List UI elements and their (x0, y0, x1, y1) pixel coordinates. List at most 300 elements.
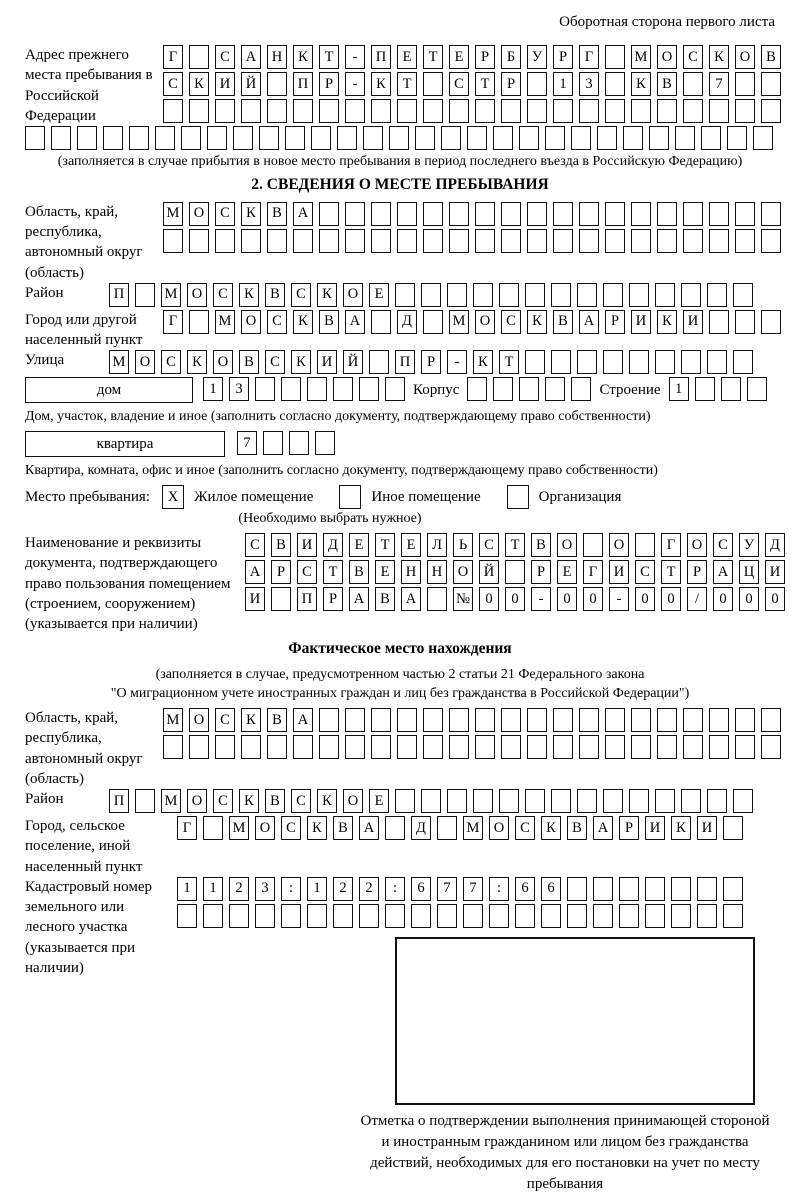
char-cell (527, 99, 547, 123)
char-cell (267, 735, 287, 759)
char-cell (129, 126, 149, 150)
char-cell: В (657, 72, 677, 96)
other-premises-checkbox (339, 485, 361, 509)
char-cell: М (449, 310, 469, 334)
char-cell (527, 72, 547, 96)
char-cell: С (215, 708, 235, 732)
char-cell: О (255, 816, 275, 840)
char-cell (701, 126, 721, 150)
char-cell: К (187, 350, 207, 374)
char-cell (723, 904, 743, 928)
apartment-box-label: квартира (25, 431, 225, 457)
char-cell: В (265, 283, 285, 307)
char-cell: Г (163, 45, 183, 69)
char-cell (567, 904, 587, 928)
char-cell: И (697, 816, 717, 840)
char-cell: О (187, 283, 207, 307)
char-cell (657, 229, 677, 253)
char-cell (473, 789, 493, 813)
char-cell: О (489, 816, 509, 840)
char-cell (619, 904, 639, 928)
char-cell (215, 99, 235, 123)
char-cell (735, 735, 755, 759)
char-cell: Й (479, 560, 499, 584)
actual-location-title: Фактическое место нахождения (288, 640, 512, 658)
char-cell (293, 735, 313, 759)
char-cell: 0 (739, 587, 759, 611)
char-cell (649, 126, 669, 150)
char-cell: И (297, 533, 317, 557)
char-cell: К (371, 72, 391, 96)
char-cell (545, 126, 565, 150)
char-cell (397, 99, 417, 123)
char-cell (707, 350, 727, 374)
char-cell (605, 99, 625, 123)
char-cell: О (343, 789, 363, 813)
char-cell: 0 (713, 587, 733, 611)
char-cell: П (371, 45, 391, 69)
char-cell (579, 735, 599, 759)
char-cell: И (245, 587, 265, 611)
char-cell (629, 789, 649, 813)
document-row-3 (245, 587, 785, 611)
char-cell (525, 350, 545, 374)
stay-option-other-premises (339, 485, 480, 509)
char-cell (441, 126, 461, 150)
char-cell (77, 126, 97, 150)
char-cell: М (229, 816, 249, 840)
char-cell: Е (401, 533, 421, 557)
char-cell (177, 904, 197, 928)
char-cell (629, 350, 649, 374)
char-cell: К (631, 72, 651, 96)
char-cell: У (739, 533, 759, 557)
char-cell (189, 310, 209, 334)
char-cell: О (343, 283, 363, 307)
char-cell (337, 126, 357, 150)
char-cell (475, 708, 495, 732)
char-cell (423, 735, 443, 759)
char-cell (397, 202, 417, 226)
char-cell: Г (661, 533, 681, 557)
char-cell: Р (271, 560, 291, 584)
district-label: Район (25, 284, 64, 301)
char-cell (709, 99, 729, 123)
apartment-caption: Квартира, комната, офис и иное (заполнить согласно документу, подтверждающему право собственности) (25, 463, 658, 479)
char-cell: Д (765, 533, 785, 557)
char-cell (319, 735, 339, 759)
char-cell (501, 229, 521, 253)
region-rows (163, 202, 781, 256)
char-cell: О (241, 310, 261, 334)
char-cell (735, 202, 755, 226)
char-cell (345, 708, 365, 732)
char-cell: С (163, 72, 183, 96)
fact-region-block (25, 708, 775, 789)
char-cell: Г (177, 816, 197, 840)
char-cell (135, 283, 155, 307)
char-cell: 2 (229, 877, 249, 901)
char-cell (525, 283, 545, 307)
char-cell (629, 283, 649, 307)
char-cell (189, 735, 209, 759)
char-cell (437, 904, 457, 928)
char-cell: Г (163, 310, 183, 334)
char-cell (229, 904, 249, 928)
char-cell (163, 99, 183, 123)
char-cell: С (245, 533, 265, 557)
char-cell: № (453, 587, 473, 611)
house-box-label: дом (25, 377, 193, 403)
char-cell: : (489, 877, 509, 901)
char-cell: А (293, 202, 313, 226)
char-cell (709, 708, 729, 732)
char-cell (735, 229, 755, 253)
char-cell: О (735, 45, 755, 69)
char-cell: О (557, 533, 577, 557)
char-cell (709, 735, 729, 759)
char-cell (733, 350, 753, 374)
char-cell: 3 (579, 72, 599, 96)
char-cell (735, 310, 755, 334)
char-cell (761, 708, 781, 732)
char-cell (267, 99, 287, 123)
char-cell (527, 202, 547, 226)
char-cell: А (593, 816, 613, 840)
char-cell (319, 99, 339, 123)
apartment-cells (237, 431, 335, 455)
char-cell (241, 99, 261, 123)
char-cell (635, 533, 655, 557)
char-cell: М (463, 816, 483, 840)
cadastral-label: Кадастровый номер земельного или лесного участка (указывается при наличии) (25, 878, 152, 976)
char-cell (499, 789, 519, 813)
char-cell (437, 816, 457, 840)
char-cell: Р (501, 72, 521, 96)
char-cell: П (395, 350, 415, 374)
stamp-box (395, 937, 755, 1105)
fact-region-label: Область, край, республика, автономный округ (область) (25, 710, 143, 787)
char-cell: К (293, 45, 313, 69)
char-cell: 0 (479, 587, 499, 611)
char-cell: 1 (203, 377, 223, 401)
char-cell (675, 126, 695, 150)
char-cell (697, 877, 717, 901)
char-cell: С (267, 310, 287, 334)
char-cell (527, 708, 547, 732)
char-cell: Т (661, 560, 681, 584)
char-cell: И (683, 310, 703, 334)
char-cell: В (265, 789, 285, 813)
char-cell (135, 789, 155, 813)
char-cell (345, 735, 365, 759)
char-cell (501, 735, 521, 759)
char-cell (577, 350, 597, 374)
char-cell: К (189, 72, 209, 96)
prev-address-row-1 (163, 45, 781, 69)
stamp-caption: Отметка о подтверждении выполнения принимающей стороной и иностранным гражданином или лицом без гражданства действий, необходимых для его постановки на учет по месту пребывания (360, 1112, 770, 1192)
char-cell (519, 377, 539, 401)
char-cell (281, 904, 301, 928)
char-cell (163, 229, 183, 253)
char-cell: А (345, 310, 365, 334)
corner-note: Оборотная сторона первого листа (559, 14, 775, 30)
char-cell (683, 735, 703, 759)
char-cell (423, 310, 443, 334)
house-row (25, 377, 775, 404)
char-cell (571, 126, 591, 150)
city-cells (163, 310, 781, 334)
char-cell (233, 126, 253, 150)
prev-address-row-2 (163, 72, 781, 96)
char-cell (473, 283, 493, 307)
char-cell (463, 904, 483, 928)
char-cell (423, 99, 443, 123)
other-premises-checkbox-label: Иное помещение (371, 488, 481, 505)
street-row (25, 350, 775, 377)
char-cell: С (161, 350, 181, 374)
char-cell: Т (423, 45, 443, 69)
region-row-2 (163, 229, 781, 253)
char-cell: К (709, 45, 729, 69)
char-cell (551, 789, 571, 813)
char-cell: В (553, 310, 573, 334)
district-cells (109, 283, 753, 307)
char-cell (695, 377, 715, 401)
char-cell (655, 283, 675, 307)
char-cell (163, 735, 183, 759)
char-cell: Т (397, 72, 417, 96)
char-cell: В (333, 816, 353, 840)
char-cell: С (683, 45, 703, 69)
char-cell (697, 904, 717, 928)
char-cell (761, 735, 781, 759)
char-cell (319, 229, 339, 253)
char-cell: А (713, 560, 733, 584)
cadastral-rows (177, 877, 743, 931)
char-cell: В (271, 533, 291, 557)
organization-checkbox-label: Организация (538, 488, 622, 505)
char-cell (395, 789, 415, 813)
char-cell (593, 904, 613, 928)
char-cell: 0 (505, 587, 525, 611)
char-cell (389, 126, 409, 150)
char-cell: Ь (453, 533, 473, 557)
prev-address-row-4 (25, 126, 775, 150)
char-cell (203, 904, 223, 928)
char-cell (623, 126, 643, 150)
char-cell: С (213, 283, 233, 307)
document-row-1 (245, 533, 785, 557)
char-cell: 7 (463, 877, 483, 901)
char-cell: 1 (669, 377, 689, 401)
char-cell: К (241, 708, 261, 732)
char-cell (427, 587, 447, 611)
char-cell: Т (323, 560, 343, 584)
char-cell: Й (241, 72, 261, 96)
char-cell (385, 816, 405, 840)
char-cell: В (267, 202, 287, 226)
prev-address-rows (163, 45, 781, 126)
char-cell (475, 202, 495, 226)
char-cell (657, 735, 677, 759)
char-cell (655, 350, 675, 374)
char-cell: - (531, 587, 551, 611)
char-cell (25, 126, 45, 150)
stay-type-label: Место пребывания: (25, 488, 150, 505)
char-cell: Т (375, 533, 395, 557)
char-cell (683, 229, 703, 253)
char-cell (527, 229, 547, 253)
char-cell (281, 377, 301, 401)
char-cell (411, 904, 431, 928)
char-cell (189, 99, 209, 123)
fact-region-rows (163, 708, 781, 762)
char-cell: М (161, 283, 181, 307)
char-cell: О (213, 350, 233, 374)
char-cell (583, 533, 603, 557)
char-cell: С (449, 72, 469, 96)
char-cell: Т (505, 533, 525, 557)
char-cell: 0 (583, 587, 603, 611)
char-cell (423, 229, 443, 253)
char-cell (423, 202, 443, 226)
char-cell: А (293, 708, 313, 732)
char-cell (369, 350, 389, 374)
char-cell (515, 904, 535, 928)
char-cell (645, 877, 665, 901)
char-cell (371, 735, 391, 759)
fact-district-label: Район (25, 791, 64, 808)
char-cell (605, 45, 625, 69)
char-cell (267, 72, 287, 96)
residential-checkbox-label: Жилое помещение (194, 488, 314, 505)
char-cell: 7 (437, 877, 457, 901)
char-cell (553, 202, 573, 226)
char-cell (681, 789, 701, 813)
char-cell (501, 202, 521, 226)
char-cell (579, 99, 599, 123)
char-cell (603, 283, 623, 307)
house-number-cells (203, 377, 405, 401)
char-cell: С (501, 310, 521, 334)
char-cell (189, 229, 209, 253)
char-cell (493, 377, 513, 401)
char-cell (363, 126, 383, 150)
char-cell (397, 735, 417, 759)
char-cell: С (215, 202, 235, 226)
char-cell (293, 229, 313, 253)
char-cell (103, 126, 123, 150)
char-cell (683, 708, 703, 732)
char-cell (657, 202, 677, 226)
char-cell (707, 283, 727, 307)
char-cell (657, 708, 677, 732)
char-cell (709, 202, 729, 226)
char-cell (605, 72, 625, 96)
char-cell (319, 202, 339, 226)
char-cell (181, 126, 201, 150)
char-cell (527, 735, 547, 759)
char-cell: С (479, 533, 499, 557)
char-cell (359, 377, 379, 401)
char-cell (51, 126, 71, 150)
char-cell (681, 283, 701, 307)
char-cell: Р (553, 45, 573, 69)
char-cell: Р (319, 72, 339, 96)
char-cell: 0 (635, 587, 655, 611)
char-cell (553, 735, 573, 759)
char-cell: О (135, 350, 155, 374)
char-cell (241, 229, 261, 253)
char-cell (423, 708, 443, 732)
char-cell: У (527, 45, 547, 69)
char-cell (345, 202, 365, 226)
char-cell (449, 735, 469, 759)
char-cell: Ц (739, 560, 759, 584)
char-cell: А (359, 816, 379, 840)
char-cell (449, 202, 469, 226)
char-cell: М (163, 202, 183, 226)
char-cell: Г (579, 45, 599, 69)
char-cell (683, 72, 703, 96)
char-cell: К (241, 202, 261, 226)
document-label: Наименование и реквизиты документа, подтверждающего право пользования помещением (строением, сооружением) (указывается при наличии) (25, 535, 231, 633)
char-cell: М (215, 310, 235, 334)
char-cell: Л (427, 533, 447, 557)
stay-caption: (Необходимо выбрать нужное) (238, 511, 422, 527)
char-cell (475, 735, 495, 759)
char-cell: С (713, 533, 733, 557)
char-cell: - (345, 72, 365, 96)
char-cell (579, 708, 599, 732)
char-cell (255, 377, 275, 401)
char-cell (501, 99, 521, 123)
char-cell: П (293, 72, 313, 96)
char-cell (683, 202, 703, 226)
char-cell (333, 904, 353, 928)
char-cell: В (531, 533, 551, 557)
residential-checkbox: X (162, 485, 184, 509)
fact-region-row-1 (163, 708, 781, 732)
char-cell: Г (583, 560, 603, 584)
char-cell (735, 708, 755, 732)
char-cell (371, 229, 391, 253)
char-cell (733, 789, 753, 813)
char-cell (671, 877, 691, 901)
actual-location-caption-1: (заполняется в случае, предусмотренном частью 2 статьи 21 Федерального закона (155, 667, 645, 683)
char-cell: М (163, 708, 183, 732)
char-cell: В (375, 587, 395, 611)
char-cell: - (609, 587, 629, 611)
char-cell (761, 99, 781, 123)
char-cell: О (609, 533, 629, 557)
street-cells (109, 350, 753, 374)
char-cell (333, 377, 353, 401)
prev-address-block (25, 45, 775, 172)
char-cell: 6 (541, 877, 561, 901)
char-cell: А (349, 587, 369, 611)
char-cell (519, 126, 539, 150)
char-cell: О (687, 533, 707, 557)
char-cell: В (349, 560, 369, 584)
char-cell: С (281, 816, 301, 840)
char-cell (447, 789, 467, 813)
char-cell: К (657, 310, 677, 334)
char-cell: С (291, 789, 311, 813)
city-row (25, 310, 775, 351)
char-cell (551, 350, 571, 374)
